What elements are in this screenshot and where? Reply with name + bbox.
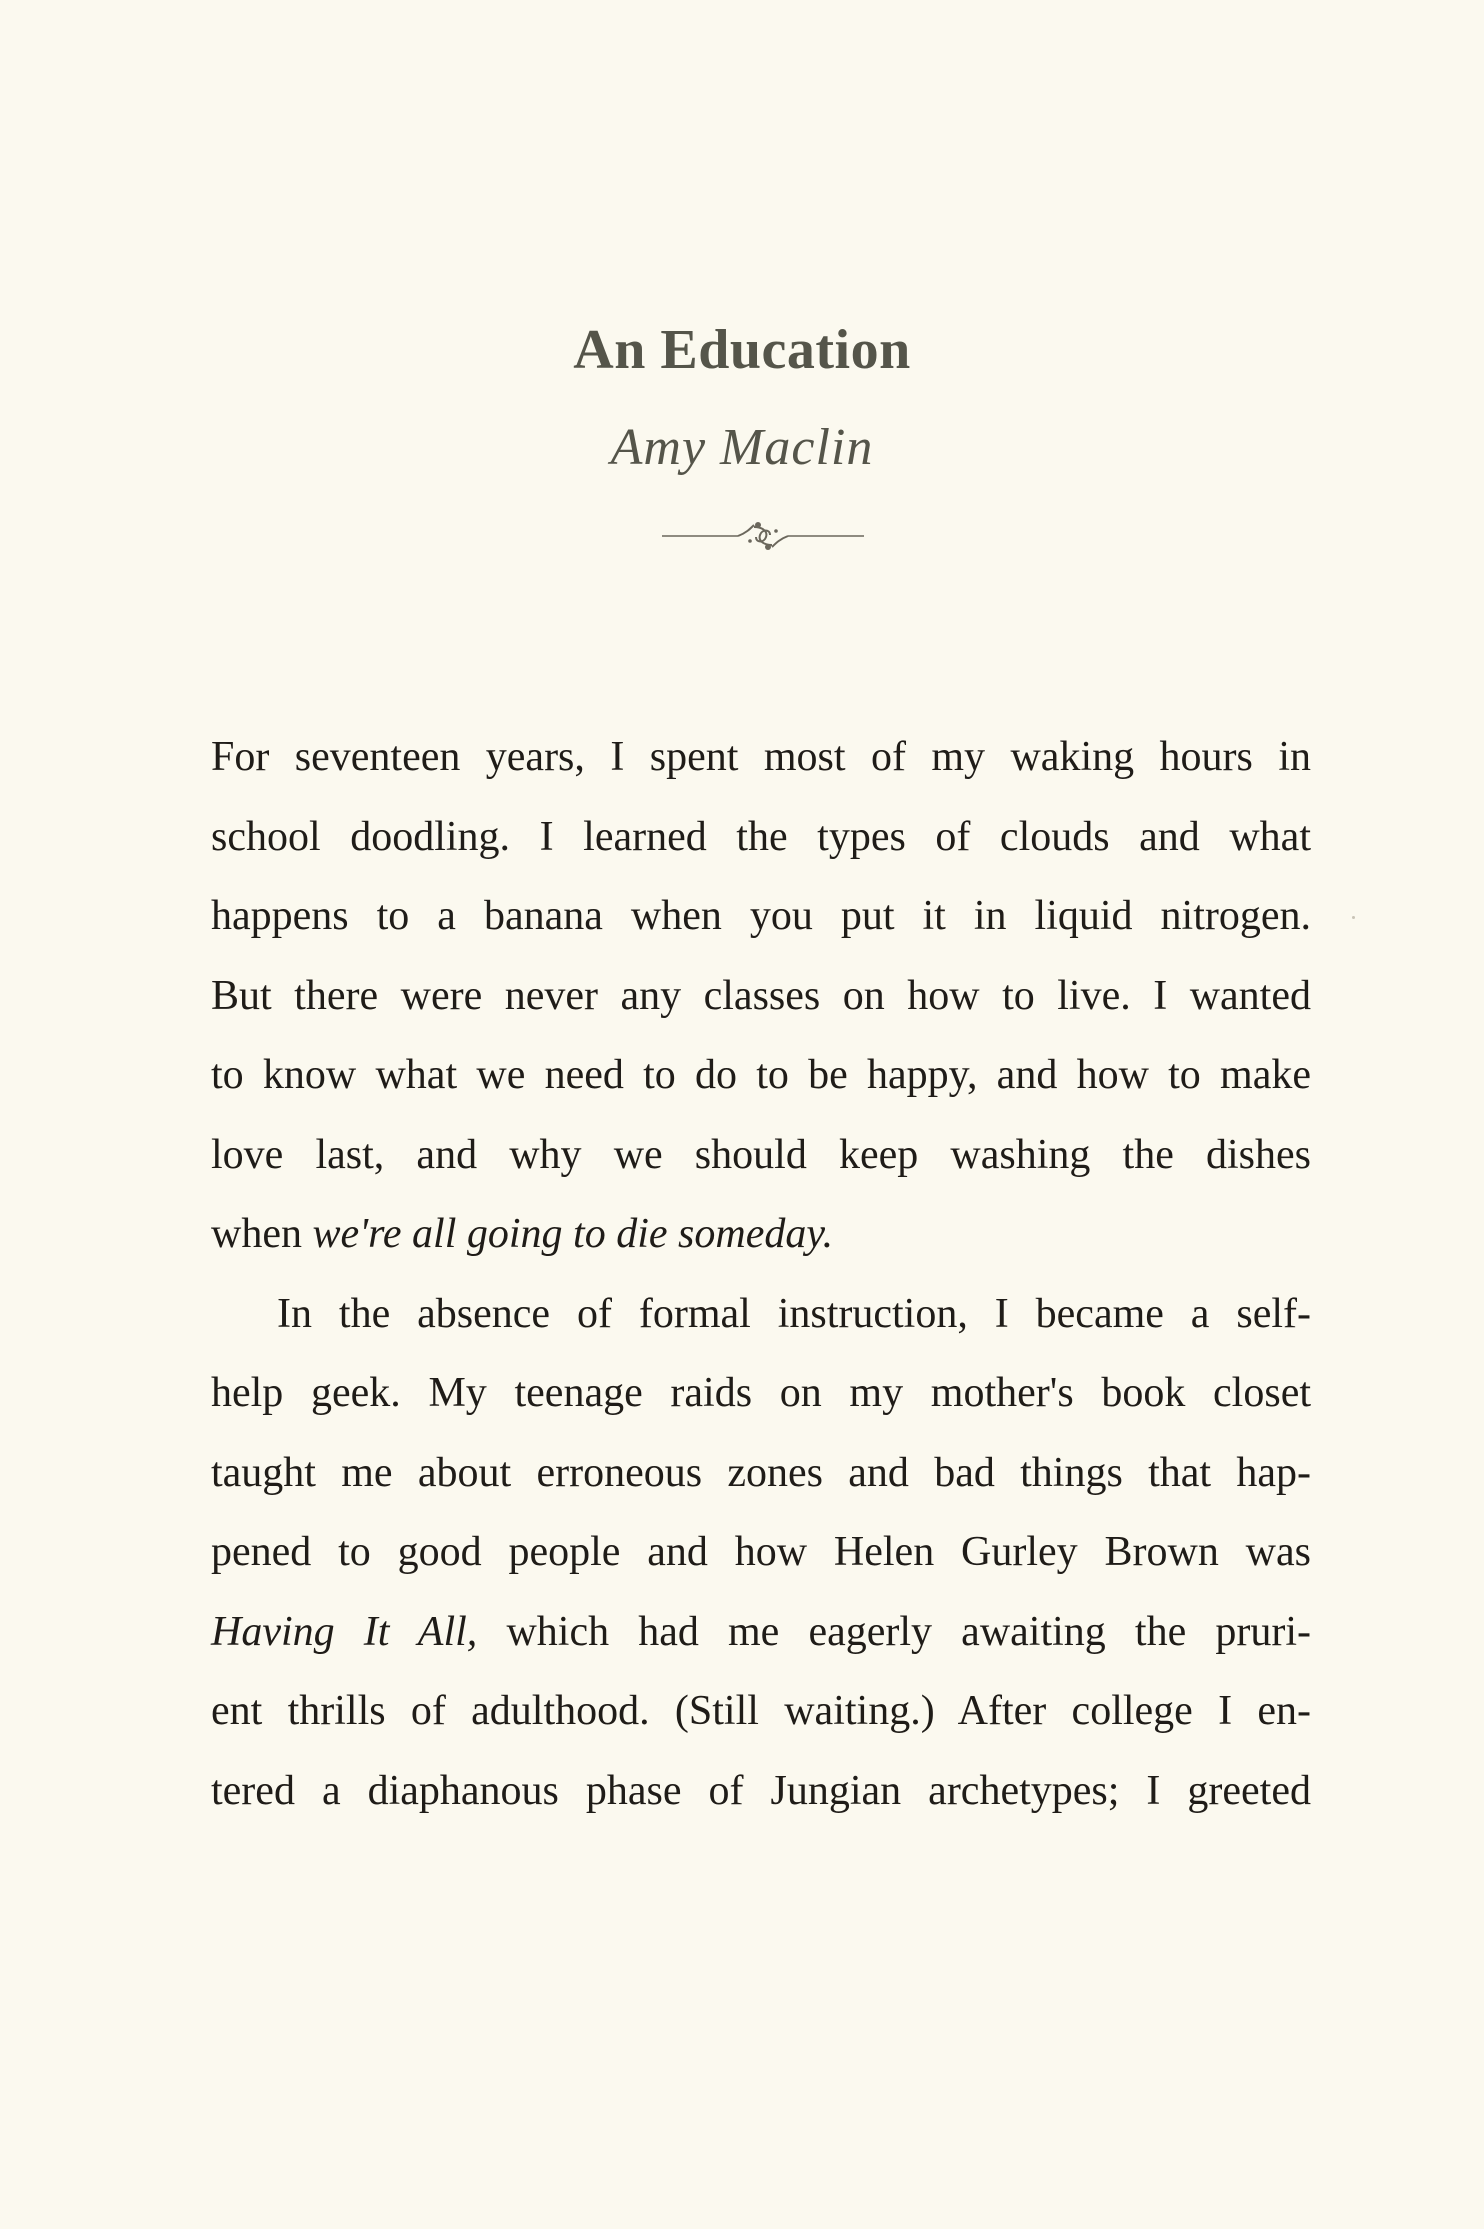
text-span: school doodling. I learned the types of clouds and what: [211, 813, 1311, 860]
text-span: to know what we need to do to be happy, and how to make: [211, 1052, 1311, 1098]
text-span: when: [211, 1211, 313, 1257]
text-span: For seventeen years, I spent most of my waking hours in: [211, 734, 1311, 780]
text-line: [211, 1752, 1311, 1832]
text-line: [211, 1513, 1311, 1593]
text-span: In the absence of formal instruction, I became a self-: [277, 1290, 1311, 1337]
text-span: help geek. My teenage raids on my mother's book closet: [211, 1370, 1311, 1416]
text-line: [211, 1195, 1311, 1275]
text-span: taught me about erroneous zones and bad things that hap-: [211, 1449, 1311, 1496]
text-line: [211, 1593, 1311, 1673]
text-span: But there were never any classes on how to live. I wanted: [211, 972, 1311, 1019]
text-span: which had me eagerly awaiting the pruri-: [477, 1608, 1312, 1655]
text-line: [211, 1116, 1311, 1196]
text-span: happens to a banana when you put it in liquid nitrogen.: [211, 893, 1311, 939]
fleuron-divider-icon: [658, 513, 868, 559]
italic-span: we're all going to die someday.: [312, 1211, 834, 1257]
text-line: [211, 718, 1311, 798]
text-span: pened to good people and how Helen Gurley Brown was: [211, 1529, 1311, 1575]
text-line: [211, 1434, 1311, 1514]
chapter-author: Amy Maclin: [610, 419, 874, 476]
text-line: [211, 1354, 1311, 1434]
text-line: [211, 798, 1311, 878]
text-line: [211, 957, 1311, 1037]
text-line: [211, 1036, 1311, 1116]
italic-span: Having It All,: [211, 1608, 478, 1655]
text-line: [211, 1672, 1311, 1752]
chapter-body: [211, 718, 1311, 1831]
chapter-title: An Education: [573, 319, 911, 381]
text-line: [211, 877, 1311, 957]
text-line: [211, 1275, 1311, 1355]
text-span: tered a diaphanous phase of Jungian archetypes; I greeted: [211, 1767, 1311, 1814]
text-span: love last, and why we should keep washing the dishes: [211, 1131, 1311, 1178]
text-span: ent thrills of adulthood. (Still waiting.) After college I en-: [211, 1688, 1311, 1734]
paper-speck: [1352, 916, 1355, 919]
